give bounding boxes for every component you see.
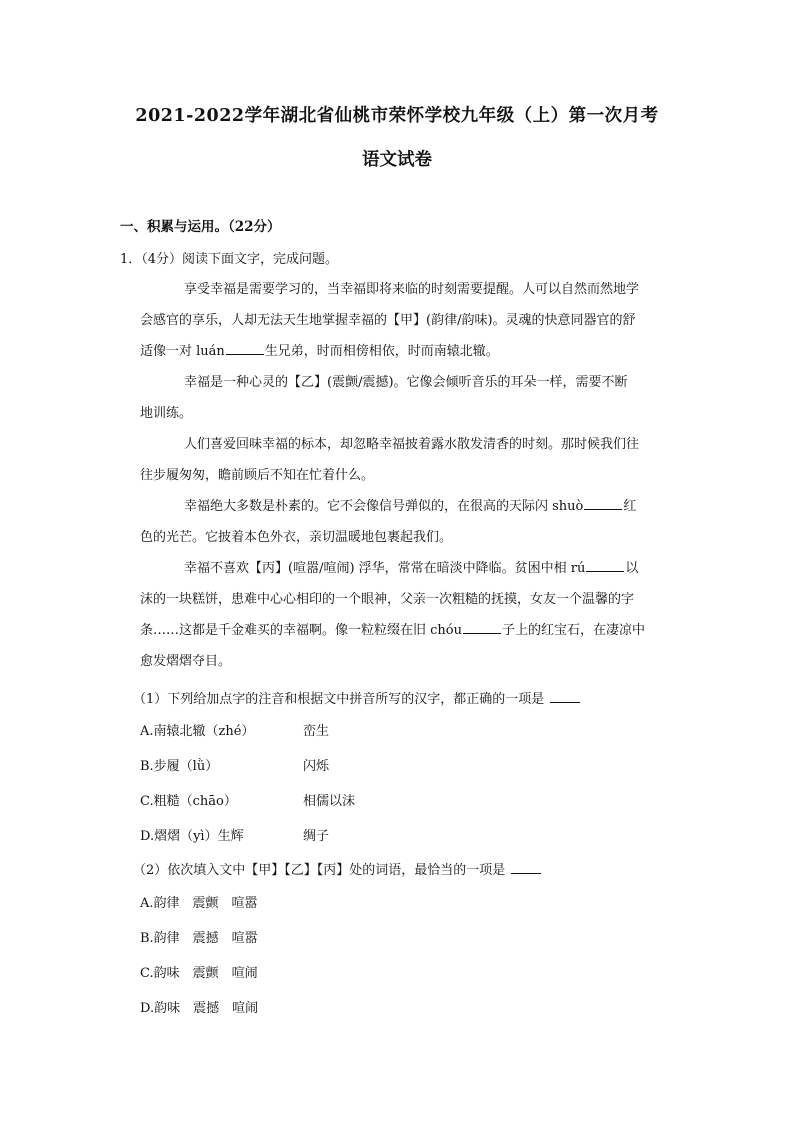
passage-line: 红 xyxy=(623,499,637,514)
passage-paragraph-5 xyxy=(140,553,674,677)
passage-line: 幸福不喜欢【丙】(喧嚣/喧闹) 浮华，常常在暗淡中降临。贫困中相 rú xyxy=(184,561,586,576)
fill-blank[interactable] xyxy=(226,341,264,355)
sub-question-1-stem: （1）下列给加点字的注音和根据文中拼音所写的汉字，都正确的一项是 xyxy=(133,692,545,707)
passage-line: 享受幸福是需要学习的，当幸福即将来临的时刻需要提醒。人可以自然而然地学 xyxy=(184,282,640,297)
question-1-stem: 1．（4分）阅读下面文字，完成问题。 xyxy=(120,252,339,267)
answer-blank[interactable] xyxy=(511,860,541,874)
passage-line: 适像一对 luán xyxy=(140,344,225,359)
passage-paragraph-4 xyxy=(140,491,674,553)
passage-line: 子上的红宝石，在凄凉中 xyxy=(502,623,646,638)
option-a[interactable]: A.韵律 震颤 喧嚣 xyxy=(140,896,258,911)
fill-blank[interactable] xyxy=(586,558,624,572)
exam-title: 2021-2022学年湖北省仙桃市荣怀学校九年级（上）第一次月考 xyxy=(135,106,659,126)
option-b-right: 闪烁 xyxy=(303,759,330,774)
option-d-left[interactable]: D.熠熠（yì）生辉 xyxy=(140,829,244,844)
option-c-right: 相儒以沫 xyxy=(303,794,356,809)
passage-line: 人们喜爱回味幸福的标本，却忽略幸福披着露水散发清香的时刻。那时候我们往 xyxy=(184,437,640,452)
option-d-right: 绸子 xyxy=(303,829,330,844)
passage-line: 往步履匆匆，瞻前顾后不知在忙着什么。 xyxy=(140,468,375,483)
passage-paragraph-1 xyxy=(140,274,674,367)
passage-line: 色的光芒。它披着本色外衣，亲切温暖地包裹起我们。 xyxy=(140,530,453,545)
option-a-right: 峦生 xyxy=(303,724,330,739)
passage-line: 会感官的享乐，人却无法天生地掌握幸福的【甲】(韵律/韵味)。灵魂的快意同器官的舒 xyxy=(140,313,636,328)
fill-blank[interactable] xyxy=(584,496,622,510)
answer-blank[interactable] xyxy=(550,689,580,703)
option-c-left[interactable]: C.粗糙（chāo） xyxy=(140,794,237,809)
passage-line: 幸福绝大多数是朴素的。它不会像信号弹似的，在很高的天际闪 shuò xyxy=(184,499,584,514)
passage-line: 幸福是一种心灵的【乙】(震颤/震撼)。它像会倾听音乐的耳朵一样，需要不断 xyxy=(184,375,628,390)
fill-blank[interactable] xyxy=(463,620,501,634)
exam-subtitle: 语文试卷 xyxy=(362,150,432,170)
passage-line: 地训练。 xyxy=(140,406,193,421)
sub-question-2-stem: （2）依次填入文中【甲】【乙】【丙】处的词语，最恰当的一项是 xyxy=(133,863,506,878)
passage-line: 生兄弟，时而相傍相依，时而南辕北辙。 xyxy=(264,344,499,359)
passage-paragraph-3 xyxy=(140,429,674,491)
passage-line: 条……这都是千金难买的幸福啊。像一粒粒缀在旧 chóu xyxy=(140,623,462,638)
section-heading: 一、积累与运用。（22分） xyxy=(120,219,281,235)
sub-question-1 xyxy=(133,688,580,707)
option-a-left[interactable]: A.南辕北辙（zhé） xyxy=(140,724,255,739)
option-b-left[interactable]: B.步履（lǜ） xyxy=(140,759,219,774)
passage-line: 愈发熠熠夺目。 xyxy=(140,654,232,669)
passage-line: 以 xyxy=(625,561,639,576)
passage-line: 沫的一块糕饼，患难中心心相印的一个眼神，父亲一次粗糙的抚摸，女友一个温馨的字 xyxy=(140,592,635,607)
passage-paragraph-2 xyxy=(140,367,674,429)
option-d[interactable]: D.韵味 震撼 喧闹 xyxy=(140,1001,259,1016)
sub-question-2 xyxy=(133,859,541,878)
option-c[interactable]: C.韵味 震颤 喧闹 xyxy=(140,966,258,981)
option-b[interactable]: B.韵律 震撼 喧嚣 xyxy=(140,931,258,946)
